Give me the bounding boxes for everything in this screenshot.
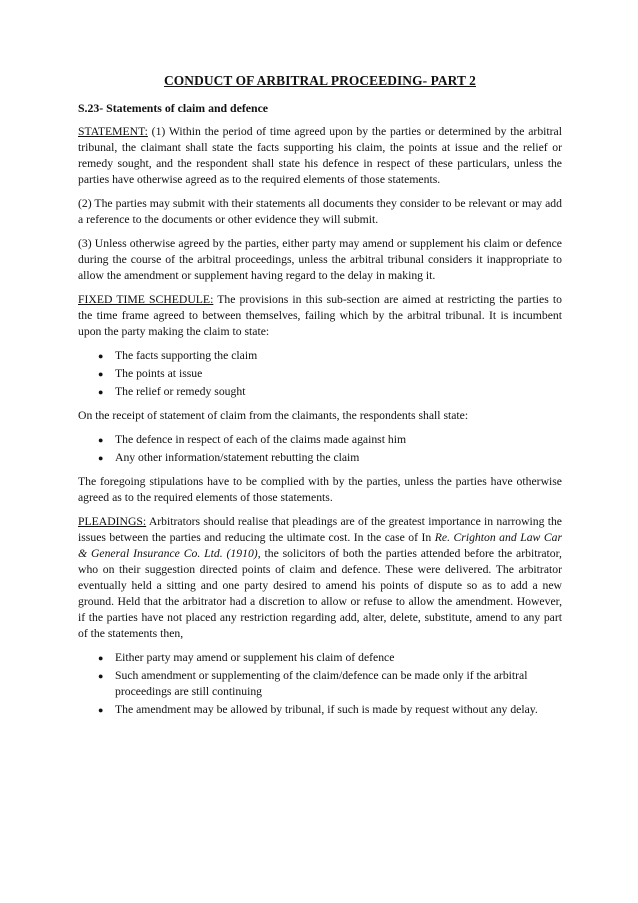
list-item: ● The defence in respect of each of the claims made against him bbox=[98, 433, 407, 446]
bullet-icon: ● bbox=[98, 387, 104, 397]
statement-label: STATEMENT: bbox=[78, 125, 148, 138]
pleadings-paragraph bbox=[78, 514, 562, 642]
list-item: ● The points at issue bbox=[98, 367, 203, 380]
pleadings-items-list bbox=[78, 650, 562, 718]
statement-paragraph-2: (2) The parties may submit with their statements all documents they consider to be relevant or may add a reference to the documents or other evidence they will submit. bbox=[78, 197, 562, 226]
list-item: ● The relief or remedy sought bbox=[98, 385, 246, 398]
bullet-icon: ● bbox=[98, 653, 104, 663]
list-item: ● Either party may amend or supplement his claim of defence bbox=[98, 651, 395, 664]
list-item: ● The facts supporting the claim bbox=[98, 349, 258, 362]
claim-items-list bbox=[78, 348, 562, 400]
statement-p1-text: (1) Within the period of time agreed upon by the parties or determined by the arbitral tribunal, the claimant shall state the facts supporting his claim, the points at issue and the relief or remedy sought, and the respondent shall state his defence in respect of these particulars, unless the parties have otherwise agreed as to the required elements of those statements. bbox=[78, 125, 562, 186]
bullet-icon: ● bbox=[98, 705, 104, 715]
respondent-items-list bbox=[78, 432, 562, 466]
pleadings-text-before: Arbitrators should realise that pleadings are of the greatest importance in narrowing the issues between the parties and reducing the ultimate cost. In the case of In bbox=[78, 515, 562, 544]
pleadings-text-after: , the solicitors of both the parties attended before the arbitrator, who on their suggestion directed points of claim and defence. These were delivered. The arbitrator eventually held a sitting and one party desired to amend his points of dispute so as to add a new ground. Held that the arbitrator had a discretion to allow or refuse to allow the amendment. However, if the parties have not placed any restriction regarding add, alter, delete, substitute, amend to any part of the statements then, bbox=[78, 547, 562, 640]
bullet-icon: ● bbox=[98, 453, 104, 463]
bullet-icon: ● bbox=[98, 369, 104, 379]
document-page bbox=[78, 72, 562, 726]
case-citation: Re. Crighton and Law Car & General Insurance Co. Ltd. (1910) bbox=[78, 531, 563, 560]
pleadings-label: PLEADINGS: bbox=[78, 515, 147, 528]
fixed-schedule-text: The provisions in this sub-section are aimed at restricting the parties to the time frame agreed to between themselves, failing which by the arbitral tribunal. It is incumbent upon the party making the claim to state: bbox=[78, 293, 562, 338]
list-item: ● Any other information/statement rebutting the claim bbox=[98, 451, 360, 464]
page-title: CONDUCT OF ARBITRAL PROCEEDING- PART 2 bbox=[164, 73, 476, 88]
bullet-icon: ● bbox=[98, 671, 104, 681]
list-item: ● The amendment may be allowed by tribunal, if such is made by request without any delay. bbox=[98, 703, 538, 716]
section-heading: S.23- Statements of claim and defence bbox=[78, 101, 269, 115]
respondent-intro: On the receipt of statement of claim from the claimants, the respondents shall state: bbox=[78, 409, 469, 422]
fixed-schedule-label: FIXED TIME SCHEDULE: bbox=[78, 293, 214, 306]
fixed-schedule-paragraph bbox=[78, 292, 562, 340]
statement-paragraph-3: (3) Unless otherwise agreed by the parties, either party may amend or supplement his claim or defence during the course of the arbitral proceedings, unless the arbitral tribunal considers it inappropriate to allow the amendment or supplement having regard to the delay in making it. bbox=[78, 237, 562, 282]
statement-paragraph-1 bbox=[78, 124, 562, 188]
bullet-icon: ● bbox=[98, 435, 104, 445]
stipulations-conclusion: The foregoing stipulations have to be complied with by the parties, unless the parties have otherwise agreed as to the required elements of those statements. bbox=[78, 475, 562, 504]
list-item: ● Such amendment or supplementing of the claim/defence can be made only if the arbitral proceedings are still continuing bbox=[98, 669, 528, 698]
bullet-icon: ● bbox=[98, 351, 104, 361]
